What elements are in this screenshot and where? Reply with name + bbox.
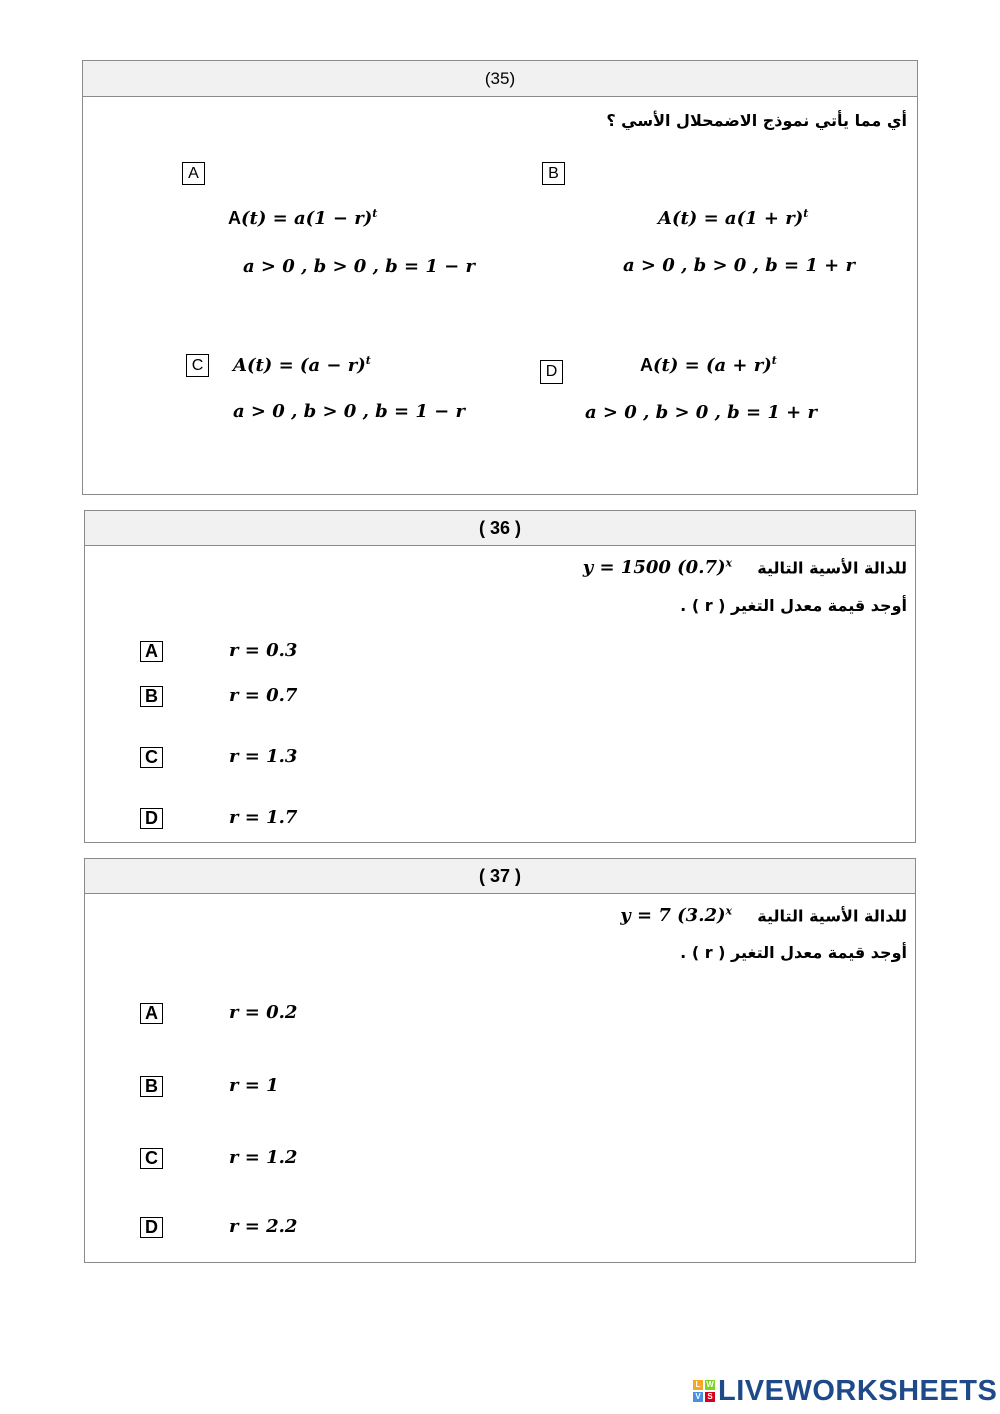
question-number: ( 37 ) xyxy=(85,859,915,894)
option-d-formula: $A(t) = (a + r)^t$ xyxy=(640,354,777,376)
question-line-1: للدالة الأسية التالية y = 1500 $(0.7)^x$ xyxy=(582,557,907,579)
question-text: أي مما يأتي نموذج الاضمحلال الأسي ؟ xyxy=(606,111,907,130)
option-c-formula: $A(t) = (a - r)^t$ xyxy=(233,354,371,376)
option-b-label[interactable]: B xyxy=(542,162,565,185)
option-a-label[interactable]: A xyxy=(140,641,163,662)
option-b-value: r = 0.7 xyxy=(229,685,298,706)
liveworksheets-logo[interactable] xyxy=(693,1376,997,1406)
question-number: (35) xyxy=(83,61,917,97)
option-a-condition: a > 0 , b > 0 , b = 1 − r xyxy=(243,256,475,277)
option-a-label[interactable]: A xyxy=(182,162,205,185)
option-b-label[interactable]: B xyxy=(140,686,163,707)
option-d-label[interactable]: D xyxy=(540,360,563,384)
option-d-value: r = 1.7 xyxy=(229,807,298,828)
question-36-card xyxy=(84,510,916,843)
option-c-value: r = 1.2 xyxy=(229,1147,298,1168)
logo-mark-icon xyxy=(693,1380,715,1402)
option-b-value: r = 1 xyxy=(229,1075,279,1096)
option-d-condition: a > 0 , b > 0 , b = 1 + r xyxy=(585,402,817,423)
option-c-value: r = 1.3 xyxy=(229,746,298,767)
option-d-label[interactable]: D xyxy=(140,808,163,829)
option-b-formula: $A(t) = a(1 + r)^t$ xyxy=(658,207,809,229)
option-a-value: r = 0.3 xyxy=(229,640,298,661)
option-a-label[interactable]: A xyxy=(140,1003,163,1024)
question-number: ( 36 ) xyxy=(85,511,915,546)
question-35-card xyxy=(82,60,918,495)
logo-square: W xyxy=(706,1380,714,1389)
option-d-value: r = 2.2 xyxy=(229,1216,298,1237)
option-b-condition: a > 0 , b > 0 , b = 1 + r xyxy=(623,255,855,276)
option-c-label[interactable]: C xyxy=(186,354,209,377)
logo-square: S xyxy=(705,1392,715,1402)
option-a-value: r = 0.2 xyxy=(229,1002,298,1023)
question-37-card xyxy=(84,858,916,1263)
option-c-condition: a > 0 , b > 0 , b = 1 − r xyxy=(233,401,465,422)
option-c-label[interactable]: C xyxy=(140,747,163,768)
logo-text: LIVEWORKSHEETS xyxy=(718,1374,998,1407)
logo-square: L xyxy=(693,1380,703,1390)
logo-square: V xyxy=(693,1392,703,1402)
question-line-1: للدالة الأسية التالية y = 7 $(3.2)^x$ xyxy=(620,905,907,927)
question-line-2: أوجد قيمة معدل التغير ( r ) . xyxy=(680,596,907,615)
option-b-label[interactable]: B xyxy=(140,1076,163,1097)
option-a-formula: $A(t) = a(1 - r)^t$ xyxy=(228,207,378,229)
option-c-label[interactable]: C xyxy=(140,1148,163,1169)
question-line-2: أوجد قيمة معدل التغير ( r ) . xyxy=(680,943,907,962)
option-d-label[interactable]: D xyxy=(140,1217,163,1238)
